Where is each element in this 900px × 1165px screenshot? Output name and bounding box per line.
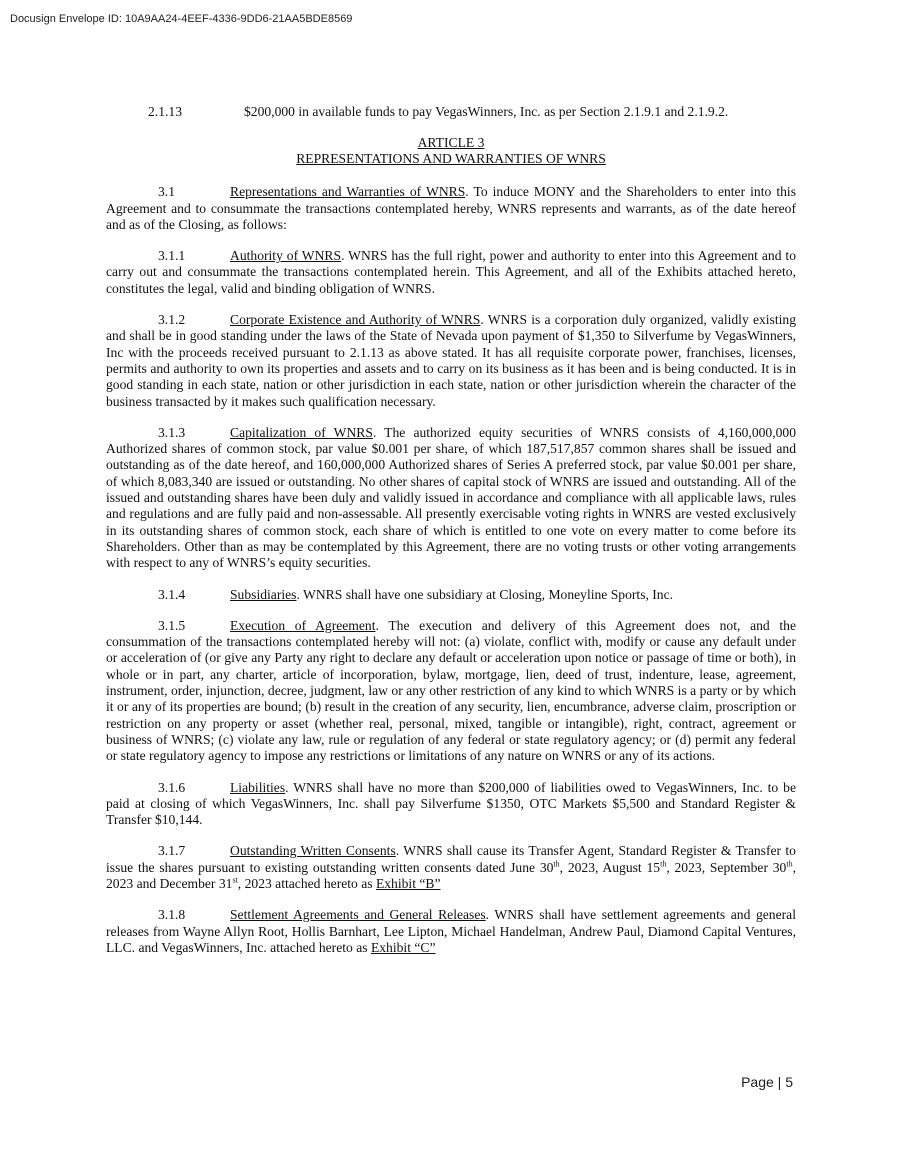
clause-2-1-13 <box>106 104 796 120</box>
ordinal-suffix: st <box>232 875 238 885</box>
section-3-1-2 <box>106 312 796 410</box>
section-3-1-5 <box>106 618 796 765</box>
section-3-1-8 <box>106 907 796 956</box>
section-text: , 2023 and December 31 <box>106 859 796 891</box>
section-text: . The authorized equity securities of WNRS consists of 4,160,000,000 Authorized shares of common stock, par value $0.001 per share, of which 187,517,857 common shares shall be issued and outstanding as of the date hereof, and 160,000,000 Authorized shares of Series A preferred stock, par value $0.001 per share, of which 8,083,340 are issued or outstanding. No other shares of capital stock of WNRS are issued and outstanding. All of the issued and outstanding shares have been duly and validly issued in accordance and compliance with all applicable laws, rules and regulations and are fully paid and non-assessable. All presently exercisable voting rights in WNRS are vested exclusively in its outstanding shares of common stock, each share of which is entitled to one vote on every matter to come before its Shareholders. Other than as may be contemplated by this Agreement, there are no voting trusts or other voting arrangements with respect to any of WNRS’s equity securities. <box>106 424 796 571</box>
article-heading <box>106 135 796 167</box>
exhibit-c-reference: Exhibit “C” <box>370 939 436 955</box>
section-number: 3.1.7 <box>158 843 186 859</box>
section-text: . WNRS shall have no more than $200,000 of liabilities owed to VegasWinners, Inc. to be paid at closing of which VegasWinners, Inc. shall pay Silverfume $1350, OTC Markets $5,500 and Standard Register & Transfer $10,144. <box>106 779 796 828</box>
exhibit-b-reference: Exhibit “B” <box>375 875 441 891</box>
section-text: , 2023, September 30 <box>666 859 787 875</box>
section-heading: Subsidiaries <box>230 586 297 602</box>
section-number: 3.1.2 <box>158 312 186 328</box>
article-title: REPRESENTATIONS AND WARRANTIES OF WNRS <box>296 151 606 167</box>
section-heading: Capitalization of WNRS <box>230 424 373 440</box>
section-text: , 2023, August 15 <box>559 859 661 875</box>
section-3-1-4 <box>106 587 796 603</box>
section-number: 3.1.1 <box>158 248 186 264</box>
section-text: . To induce MONY and the Shareholders to enter into this Agreement and to consummate the transactions contemplated hereby, WNRS represents and warrants, as of the date hereof and as of the Closing, as follows: <box>106 184 796 232</box>
section-heading: Execution of Agreement <box>230 617 376 633</box>
section-text: . The execution and delivery of this Agreement does not, and the consummation of the transactions contemplated hereby will not: (a) violate, conflict with, modify or cause any default under or acceleration of (or give any Party any right to declare any default or acceleration upon notice or passage of time or both), in whole or in part, any charter, article of incorporation, bylaw, mortgage, lien, deed of trust, indenture, lease, agreement, instrument, order, injunction, decree, judgment, law or any other restriction of any kind to which WNRS is a party or by which it or any of its properties are bound; (b) result in the creation of any security, lien, encumbrance, adverse claim, proscription or restriction on any property or asset (whether real, personal, mixed, tangible or intangible), right, contract, agreement or business of WNRS; (c) violate any law, rule or regulation of any federal or state regulatory agency; or (d) permit any federal or state regulatory agency to impose any restrictions or limitations of any nature on WNRS or any of its actions. <box>106 617 797 764</box>
section-heading: Representations and Warranties of WNRS <box>230 184 466 200</box>
section-number: 3.1.3 <box>158 424 186 440</box>
clause-number: 2.1.13 <box>148 104 182 119</box>
ordinal-suffix: th <box>553 859 560 869</box>
ordinal-suffix: th <box>660 859 667 869</box>
section-heading: Authority of WNRS <box>230 248 342 264</box>
section-text: . WNRS is a corporation duly organized, validly existing and shall be in good standing under the laws of the State of Nevada upon payment of $1,350 to Silverfume by VegasWinners, Inc with the proceeds received pursuant to 2.1.13 as above stated. It has all requisite corporate power, franchises, licenses, permits and authority to own its properties and assets and to carry on its business as it has been and is being conducted. It is in good standing in each state, nation or other jurisdiction in each state, nation or other jurisdiction wherein the character of the business transacted by it makes such qualification necessary. <box>106 312 796 409</box>
section-3-1-7 <box>106 843 796 892</box>
section-text: , 2023 attached hereto as <box>237 875 376 891</box>
section-number: 3.1.8 <box>158 907 186 923</box>
section-number: 3.1.5 <box>158 617 186 633</box>
page-number: Page | 5 <box>741 1074 793 1090</box>
ordinal-suffix: th <box>786 859 793 869</box>
article-number: ARTICLE 3 <box>417 135 485 151</box>
clause-text: $200,000 in available funds to pay VegasWinners, Inc. as per Section 2.1.9.1 and 2.1.9.2. <box>244 104 729 119</box>
section-3-1-3 <box>106 425 796 572</box>
section-heading: Corporate Existence and Authority of WNRS <box>230 312 481 328</box>
section-number: 3.1.4 <box>158 586 186 602</box>
section-3-1-6 <box>106 780 796 829</box>
section-text: . WNRS shall have one subsidiary at Closing, Moneyline Sports, Inc. <box>296 586 674 602</box>
section-text: . WNRS shall have settlement agreements and general releases from Wayne Allyn Root, Hollis Barnhart, Lee Lipton, Michael Handelman, Andrew Paul, Diamond Capital Ventures, LLC. and VegasWinners, Inc. attached hereto as <box>106 907 796 955</box>
section-3-1-1 <box>106 248 796 297</box>
section-heading: Liabilities <box>230 779 286 795</box>
page-body <box>106 104 796 971</box>
section-heading: Outstanding Written Consents <box>230 843 396 859</box>
section-number: 3.1 <box>158 184 175 200</box>
section-text: . WNRS has the full right, power and authority to enter into this Agreement and to carry out and consummate the transactions contemplated herein. This Agreement, and all of the Exhibits attached hereto, constitutes the legal, valid and binding obligation of WNRS. <box>106 248 796 296</box>
docusign-envelope-id: Docusign Envelope ID: 10A9AA24-4EEF-4336-9DD6-21AA5BDE8569 <box>10 13 353 25</box>
section-heading: Settlement Agreements and General Releases <box>230 907 486 923</box>
section-text: . WNRS shall cause its Transfer Agent, Standard Register & Transfer to issue the shares pursuant to existing outstanding written consents dated June 30 <box>106 843 796 875</box>
section-3-1 <box>106 184 796 233</box>
section-number: 3.1.6 <box>158 779 186 795</box>
